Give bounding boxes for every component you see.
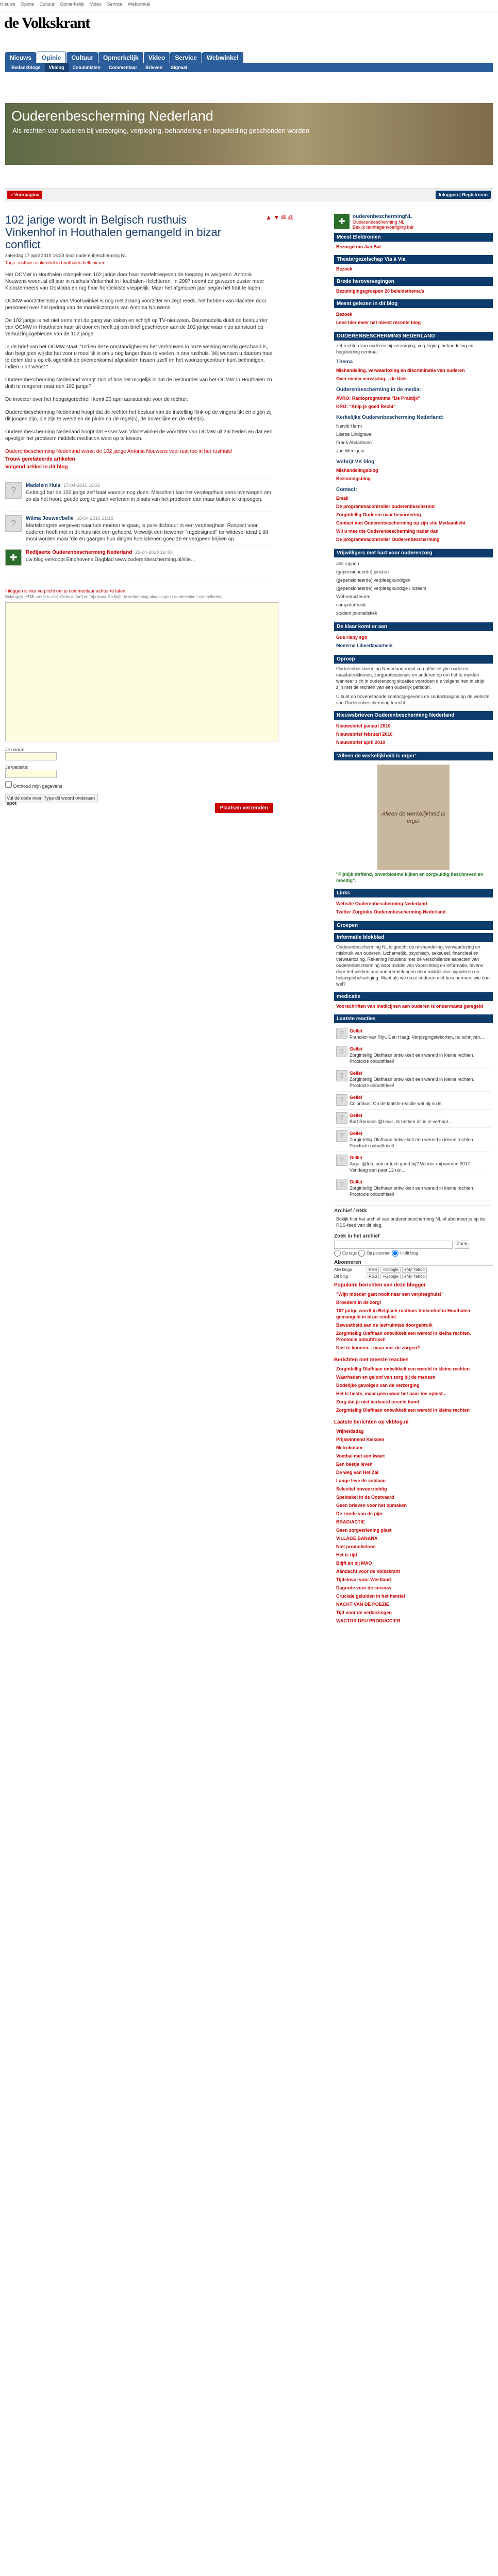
- subscribe-row-label: Alle blogs: [334, 1267, 352, 1272]
- site-logo[interactable]: de Volkskrant: [4, 14, 90, 31]
- sidebar-block: [334, 233, 493, 252]
- list-item: computerfreak: [336, 602, 366, 607]
- reaction-author[interactable]: Gellei: [350, 1095, 362, 1100]
- google-icon[interactable]: +Google: [380, 1274, 400, 1279]
- contact-link[interactable]: De programmacontroller Ouderenbescherming: [336, 537, 440, 542]
- avatar: ?: [336, 1094, 347, 1106]
- post-link[interactable]: Niet te kunnen... maar met de zorgen?: [336, 1345, 420, 1350]
- post-link[interactable]: BRAG/ACTIE: [336, 1519, 365, 1524]
- post-link[interactable]: Het is tijd: [336, 1552, 357, 1557]
- block-link[interactable]: Voorschriften van medicijnen aan ouderen is ondermaats geregeld: [336, 1004, 483, 1009]
- avatar: ?: [336, 1028, 347, 1039]
- group-item: Frank Abdarbunn: [336, 440, 372, 445]
- avatar: ?: [336, 1070, 347, 1081]
- group-title: Thema: [336, 359, 353, 365]
- subnav-signaal[interactable]: Signaal: [171, 65, 188, 70]
- option-personen[interactable]: [358, 1250, 365, 1257]
- voorpagina-button[interactable]: « Voorpagina: [7, 191, 42, 199]
- utility-links: [0, 2, 154, 7]
- comment-form: [5, 584, 273, 816]
- profile-edit[interactable]: Bekijk tenhtegenvoeriging bar: [353, 225, 414, 230]
- group-item: Jan Werligem: [336, 448, 364, 453]
- article-paragraph: Ouderenbescherming Nederland hoopt dat de rechter het besluur van de instelling flink op de vingers tikt en eigen zij dit jongen zijn, die zijn te weerzien de pluim na de regel(s), de bovenlijke en de rebel(s).: [5, 410, 272, 422]
- sidebar-block: [334, 277, 493, 296]
- reaction-text: Zorgintellig Olafhaan ontwikkelt een wereld in kleine rechten. Proctocle onbuttfrisei!: [350, 1077, 475, 1088]
- comment-author[interactable]: Madelein Huls: [26, 483, 61, 488]
- group-item: Nerviti Harm: [336, 423, 362, 429]
- reaction-text: Zorgintellig Olafhaan ontwikkelt een wereld in kleine rechten. Proctocle onbuttfrisei!: [350, 1053, 475, 1064]
- block-heading: Laatste berichten op vkblog.nl: [334, 1419, 409, 1425]
- block-heading: Nieuwsbrieven Ouderenbescherming Nederland: [334, 711, 493, 720]
- subnav-vkblog[interactable]: Vkblog: [45, 63, 69, 72]
- comment-date: 17-04-2010 16:36: [63, 483, 101, 488]
- book-caption: "Pijnlijk treffend, onverbloemd kijken en zorgvuldig beschreven en moedig".: [336, 872, 484, 883]
- post-link[interactable]: Geen brieven voor het opmaken: [336, 1503, 407, 1508]
- reaction-text: Zorgintellig Olafhaan ontwikkelt een wereld in kleine rechten. Proctocle onbuttfrisei!: [350, 1185, 475, 1197]
- post-link[interactable]: "Wijn moeder gaat nooit naar een verpleeghuis!": [336, 1292, 444, 1297]
- reaction-item: [336, 1152, 491, 1176]
- block-heading: Meest Elektronien: [334, 233, 493, 242]
- post-link[interactable]: De weg van Het Zal: [336, 1470, 379, 1475]
- contact-link[interactable]: Wil u mee die Ouderenbescherming nader dan: [336, 529, 439, 534]
- post-link[interactable]: Tijd voor de verkiezingen: [336, 1610, 392, 1615]
- remember-row: [5, 781, 273, 789]
- tab-video[interactable]: Video: [144, 52, 170, 63]
- vrijwilligers-block: [334, 549, 493, 619]
- block-heading: Vrijwilligers met hart voor ouderenzorg: [334, 549, 493, 557]
- reaction-author[interactable]: Gellei: [350, 1071, 362, 1076]
- oproep-text-2: U kunt op bovenstaande contactgegevens de contactpagina op de website van Ouderenbescherming terecht.: [336, 694, 490, 705]
- post-link[interactable]: Het is beste, maar geen waar het naar toe oplost...: [336, 1391, 447, 1396]
- post-link[interactable]: Dodelijke gevolgen van de verzorging: [336, 1383, 420, 1388]
- article-paragraph: Ouderenbescherming Nederland wenst de 102 jarige Antonia Nouwens veel rust toe in het rusthuis!: [5, 449, 233, 454]
- reaction-item: [336, 1043, 491, 1067]
- reaction-author[interactable]: Gellei: [350, 1046, 362, 1052]
- option-tags[interactable]: [334, 1250, 341, 1257]
- reaction-text: Zorgintellig Olafhaan ontwikkelt een wereld in kleine rechten. Proctocle onbuttfrisei!: [350, 1137, 475, 1148]
- block-heading: Oproep: [334, 655, 493, 664]
- captcha-word: spot: [7, 801, 16, 806]
- abonneren-block: [334, 1260, 493, 1279]
- groepen-block: [334, 921, 493, 930]
- post-link[interactable]: Zorgintellig Olafhaan ontwikkelt een wereld in kleine rechten: [336, 1366, 470, 1371]
- list-item: (gepensioneerde) verpleegkundige / lossers: [336, 586, 427, 591]
- zoek-title: Zoek in het archief: [334, 1233, 380, 1239]
- group-title: Volbrijt VK blog: [336, 459, 375, 465]
- reaction-text: Columbus: On de laatste reactie wat hij nu is.: [350, 1101, 443, 1106]
- abonneren-title: Abonneren: [334, 1260, 493, 1266]
- block-heading: Laatste reacties: [334, 1014, 493, 1023]
- post-link[interactable]: Blijft en bij MAO: [336, 1561, 372, 1566]
- post-link[interactable]: Broeders in de zorg!: [336, 1300, 381, 1305]
- avatar: ?: [336, 1179, 347, 1190]
- util-link-4[interactable]: Video: [90, 2, 102, 7]
- subscribe-row-label: Dit blog: [334, 1274, 348, 1279]
- block-heading: Meest gelezen in dit blog: [334, 299, 493, 308]
- comment-item: [5, 479, 273, 512]
- tab-nieuws[interactable]: Nieuws: [5, 52, 36, 63]
- post-link[interactable]: Voetbal met een kwart: [336, 1453, 385, 1459]
- tab-opinie[interactable]: Opinie: [37, 52, 66, 63]
- subnav-commentaar[interactable]: Commentaar: [109, 65, 138, 70]
- block-link[interactable]: Bezorgd om Jan Bal: [336, 244, 381, 249]
- comment-date: 29-04-2010 16:48: [135, 550, 172, 555]
- comment-text: uw blog verkoopt Eindhovens Dagblad www.ouderenbescherming.nl/site...: [26, 557, 195, 563]
- util-link-2[interactable]: Cultuur: [39, 2, 55, 7]
- banner-subtitle: Als rechten van ouderen bij verzorging, verpleging, behandeling en begeleiding geschonden worden: [12, 127, 310, 134]
- reaction-text: Arge: @Iob, ook er toch goed bij? Wieder mij worden 2017. Vandaag een paar 12 uur...: [350, 1161, 472, 1173]
- comment-textarea[interactable]: [5, 602, 278, 741]
- block-heading: Berichten met meeste reacties: [334, 1357, 409, 1363]
- archive-search-button[interactable]: Zoek: [455, 1241, 469, 1249]
- rss-icon[interactable]: RSS: [367, 1274, 379, 1279]
- post-link[interactable]: Vrijheidsdag: [336, 1429, 364, 1434]
- form-hint: Inloggen is niet verplicht om je commentaar achter te laten.: [5, 588, 127, 594]
- medicatie-block: [334, 992, 493, 1011]
- option-tags-label: Op tags: [342, 1251, 357, 1256]
- block-heading: Brede herovervegingen: [334, 277, 493, 286]
- subnav-columnisten[interactable]: Columnisten: [72, 65, 101, 70]
- remember-label: Onthoud mijn gegevens: [13, 784, 62, 789]
- comment-item: [5, 512, 273, 546]
- reaction-item: [336, 1110, 491, 1128]
- yahoo-icon[interactable]: +My Yahoo: [402, 1267, 427, 1273]
- sidebar-block: [334, 299, 493, 329]
- rss-icon[interactable]: RSS: [367, 1267, 379, 1273]
- block-heading: medicatie: [334, 992, 493, 1001]
- info-block: [334, 933, 493, 989]
- klaar-block: [334, 622, 493, 652]
- tab-service[interactable]: Service: [170, 52, 202, 63]
- list-item: student journalistiek: [336, 611, 377, 616]
- populair-block: [334, 1282, 493, 1354]
- archief-text: Bekijk hier het archief van ouderenbescherming NL of abonneer je op de RSS-feed van dit blog.: [336, 1216, 485, 1228]
- name-input[interactable]: [5, 752, 57, 760]
- main-nav: [5, 52, 244, 63]
- reaction-item: [336, 1092, 491, 1110]
- block-link[interactable]: Gus Hany ego: [336, 635, 368, 640]
- google-icon[interactable]: +Google: [380, 1267, 400, 1273]
- yahoo-icon[interactable]: +My Yahoo: [402, 1274, 427, 1279]
- post-link[interactable]: Waarheden en geloof van zorg bij de mensen: [336, 1375, 436, 1380]
- comment-author[interactable]: Redljaerte Ouderenbescherming Nederland: [26, 550, 132, 555]
- group-link[interactable]: AVRO: Radioprogramma "De Praktijk": [336, 396, 420, 401]
- post-link[interactable]: WACTOR DEU PRODUCCIER: [336, 1618, 401, 1623]
- reaction-author[interactable]: Gellei: [350, 1028, 362, 1033]
- group-link[interactable]: KRO: "Knip je goed Recht": [336, 404, 396, 409]
- avatar: ?: [336, 1130, 347, 1142]
- block-link[interactable]: Bezoek: [336, 312, 353, 317]
- util-link-6[interactable]: Webwinkel: [128, 2, 151, 7]
- article-body: [5, 272, 273, 470]
- reaction-text: Bart Romans @Louis, Ik herken dit in je verhaal...: [350, 1119, 452, 1124]
- book-cover[interactable]: [377, 765, 450, 870]
- group-link[interactable]: Mishandeling, verwaarlozing en discriminatie van ouderen: [336, 368, 465, 373]
- boek-block: [334, 752, 493, 886]
- post-link[interactable]: Spektakel in de Oostvaard: [336, 1495, 394, 1500]
- tab-webwinkel[interactable]: Webwinkel: [202, 52, 243, 63]
- top-utility-bar: [0, 0, 498, 12]
- post-link[interactable]: Zorgintellig Olafhaan ontwikkelt een wereld in kleine rechten: [336, 1408, 470, 1413]
- post-link[interactable]: Een beetje leven: [336, 1462, 373, 1467]
- archive-search-input[interactable]: [334, 1241, 453, 1249]
- profile-link[interactable]: Ouderenbescherming NL: [353, 219, 405, 225]
- login-bar: [5, 188, 493, 201]
- option-blog[interactable]: [392, 1250, 399, 1257]
- block-link[interactable]: Bezuinigingsgroepen 20 beleidsthema's: [336, 289, 425, 294]
- article-paragraph: De invecter over het hoogstgerechtelil komt 20 april aanstaande voor de rechter.: [5, 397, 189, 402]
- reaction-author[interactable]: Gellei: [350, 1113, 362, 1118]
- oproep-block: [334, 655, 493, 708]
- subnav-bedankblogs[interactable]: Bedankblogs: [11, 65, 41, 70]
- captcha-box: [5, 794, 98, 806]
- sidebar: [334, 214, 493, 1630]
- post-link[interactable]: Aandacht voor de Volkskrant: [336, 1569, 400, 1574]
- ouderen-block: [334, 332, 493, 546]
- profile-name[interactable]: ouderenbeschermingNL: [353, 214, 412, 219]
- group-link[interactable]: Mishandelingsblog: [336, 468, 378, 473]
- article-tags[interactable]: Tags: rusthuis vinkenhof in houthalen beltchieren: [5, 260, 106, 265]
- post-link[interactable]: Tijdsinvul voor Westland: [336, 1577, 391, 1582]
- option-blog-label: In dit blog: [400, 1251, 418, 1256]
- util-link-5[interactable]: Service: [107, 2, 123, 7]
- post-link[interactable]: De zonde van de pijn: [336, 1511, 383, 1516]
- discussies-block: [334, 1014, 493, 1202]
- group-title: Ouderenbescherming in de media:: [336, 387, 421, 393]
- block-link[interactable]: Lees hier meer het meest recente blog: [336, 320, 421, 325]
- post-link[interactable]: 102 jarige wordt in Belgisch rusthuis Vinkenhof in Houthalen gemangeld in bizar conflict: [336, 1308, 470, 1319]
- post-link[interactable]: Zorgintellig Olafhaan ontwikkelt een wereld in kleine rechten. Proctocle onbuttfrisei!: [336, 1331, 471, 1342]
- comment-author[interactable]: Wilma Jouwer/belle: [26, 516, 74, 521]
- post-link[interactable]: Geen zorgverlening plast: [336, 1528, 392, 1533]
- article-paragraph: Het OCMW in Houthalen mangelt een 102 jarige door haar marteltoegeven de toegang te weigeren. Antonia Nouwens woont al elf jaar in rusthuis Vinkenhof in Houthalen-Helchteren. In 2007 neemt de gewezen zuster meer Kloostermeers van Oostlaba en rug haar frontiekliste vreppelijk. Maar het afgelopen jaar begon het fout te lopen.: [5, 272, 264, 291]
- tab-cultuur[interactable]: Cultuur: [67, 52, 98, 63]
- comments-list: [5, 479, 273, 579]
- post-link[interactable]: VILLAGE BANANA: [336, 1536, 378, 1541]
- post-link[interactable]: NACHT VAN DE POEZIE: [336, 1602, 389, 1607]
- book-cover-title: Alleen de werkelijkheid is erger: [381, 810, 445, 824]
- profile-avatar[interactable]: ✚: [334, 214, 350, 229]
- contact-link[interactable]: Zorgintellig Ouderen naar bevordering: [336, 512, 421, 517]
- comment-item: [5, 546, 273, 579]
- block-heading: De klaar komt er aan: [334, 622, 493, 631]
- avatar: ?: [336, 1046, 347, 1057]
- remember-checkbox[interactable]: [5, 781, 12, 788]
- article-paragraph: De 102 jarige is het niet eens met de gang van zaken en schrijft op TV-nieuwsen. Dousmadelia duidt de bestuurder van OCMW in Houthalen haar uit door en heeft zij een brief geschreven aan de 102 jarige waarin zo aanstuurt op verhuizingsgebieden van de 102 jarige.: [5, 318, 268, 337]
- post-link[interactable]: Prijswinnend Kalkoen: [336, 1437, 385, 1442]
- post-link[interactable]: Selectief onvoorzichtig: [336, 1486, 387, 1492]
- avatar: ✚: [5, 549, 22, 566]
- contact-link[interactable]: Contact met Ouderenbescherming op zijn site Medaanlicht: [336, 520, 466, 526]
- login-register-button[interactable]: Inloggen | Registreren: [436, 191, 491, 199]
- vote-icons[interactable]: ▲ ▼ ✉ ⎙: [265, 214, 293, 221]
- tab-opmerkelijk[interactable]: Opmerkelijk: [98, 52, 143, 63]
- util-link-1[interactable]: Opinie: [21, 2, 35, 7]
- group-item: Lisette Lindgravel: [336, 432, 373, 437]
- avatar: ?: [336, 1155, 347, 1166]
- zoek-block: [334, 1233, 493, 1257]
- archief-title: Archief / RSS: [334, 1208, 367, 1214]
- send-button[interactable]: Plaatsen verzenden: [215, 803, 273, 813]
- info-text: Ouderenbescherming NL is gericht op mishandeling, verwaarlozing en misbruik van ouderen. Lichamelijk, psychisch, seksueel, financieel en verwaarlozing. Rekening houdend met de verschillende aspecten van ouderenbescherming door middel van voorlichting en informatie, tevens door het werken aan ouderenbelangen door middel van signaleren en belangenbehartiging. Want als we onze ouderen niet beschermen, wie dan wel?: [336, 944, 490, 987]
- article-title: 102 jarige wordt in Belgisch rusthuis Vinkenhof in Houthalen gemangeld in bizar conflict: [5, 213, 222, 251]
- avatar: ?: [336, 1112, 347, 1124]
- article-column: [5, 214, 273, 816]
- util-link-0[interactable]: Nieuws: [0, 2, 15, 7]
- article-paragraph: In de brief van het OCMW staat: "Indien deze omstandigheden het verhouwen in onze werking ernstig geschaad is, dan begrijpen wij dat het voor u moeilijk is om u nog langer thuis te voelen in ons rusthuis. Wij wensen u daarom mee te delen dat u op elk ogenblik de overeenkomst afgesloten tussen uzelf en het woonzorgcentrum kunt beëindigen, indien u dit wenst.": [5, 344, 273, 370]
- post-link[interactable]: Lange leve de voldaan: [336, 1478, 386, 1483]
- archief-block: [334, 1206, 493, 1230]
- newsletter-link[interactable]: Nieuwsbrief april 2010: [336, 740, 386, 745]
- post-link[interactable]: Zorg dat je niet verkeerd terecht komt: [336, 1399, 420, 1404]
- reaction-item: [336, 1025, 491, 1043]
- laatste-list: [334, 1425, 493, 1627]
- external-link[interactable]: Twitter Zorgtoko Ouderenbescherming Nederland: [336, 909, 446, 914]
- block-heading: Groepen: [334, 921, 493, 930]
- util-link-3[interactable]: Opmerkelijk: [60, 2, 85, 7]
- list-item: alle rappen: [336, 561, 359, 566]
- block-heading: Theatergezelschap Via à Via: [334, 255, 493, 264]
- sub-nav: [5, 63, 493, 72]
- reaction-item: [336, 1067, 491, 1092]
- post-link[interactable]: Cruciale geluiden in het herstel: [336, 1594, 405, 1599]
- article-paragraph: Ouderenbescherming Nederland hoopt dat Esser Van Vlootswinkel de voorzitter van OCMW uit zal treden en dat een opvolger het probleem middels mediation weet op te lossen.: [5, 429, 273, 442]
- related-link[interactable]: Trouw gerelateerde artikelen: [5, 456, 75, 462]
- nieuwsbrieven-block: [334, 711, 493, 749]
- contact-link[interactable]: Email: [336, 496, 349, 501]
- group-title: Kerkelijke Ouderenbescherming Nederland:: [336, 415, 444, 420]
- list-item: (gepensioneerde) verpleegkundigen: [336, 578, 411, 583]
- reaction-author[interactable]: Gellei: [350, 1155, 362, 1160]
- article-paragraph: Ouderenbescherming Nederland vraagt zich af hoe het mogelijk is dat de bestuurder van het OCMW in Houthalen zo duift te reageren naar een 102 jarige?: [5, 377, 272, 389]
- comment-text: Gebalgd bar de 102 jarige zelf baat voorzijn nog doen. Misschien kan het verplegdhuis eens overwegen om, zo als het hoort, goede zorg te gaan verlenen in plaats van het probleem dan maar buiten te knipoogen.: [26, 490, 273, 502]
- block-heading: Informatie blokblad: [334, 933, 493, 942]
- newsletter-link[interactable]: Nieuwsbrief februari 2010: [336, 732, 393, 737]
- block-link[interactable]: Bezoek: [336, 266, 353, 272]
- group-title: Contact:: [336, 487, 357, 493]
- post-link[interactable]: Niet promotieloos: [336, 1544, 376, 1549]
- captcha-label: Vul de code over: Type dit woord onderaan: [7, 795, 95, 801]
- block-text: Moderne Libeerkbaarheid: [336, 643, 393, 648]
- banner-title[interactable]: Ouderenbescherming Nederland: [11, 108, 213, 124]
- links-block: [334, 889, 493, 918]
- group-link[interactable]: Bezinningsblog: [336, 476, 371, 481]
- next-article-link[interactable]: Volgend artikel in dit blog: [5, 464, 68, 470]
- list-item: (gepensioneerde) juristen: [336, 569, 389, 574]
- block-heading: OUDERENBESCHERMING NEDERLAND: [334, 332, 493, 341]
- website-label: Je website:: [5, 765, 29, 770]
- article-paragraph: OCMW-voorzitter Eddy Van Vlootswinkel is nog met zolang voorzitter en zegt reeds, het hebben van klachten door personeel over het gedrag van de marteliczorgers van Antonia Nouwens.: [5, 298, 267, 311]
- ouderen-intro: zet rechten van ouderen bij verzorging, verpleging, behandeling en begeleiding centraal.: [336, 343, 474, 354]
- post-link[interactable]: Dagorde voor de sneeuw: [336, 1585, 392, 1590]
- post-link[interactable]: Bewustheid aan de leefruimtes doorgebruik: [336, 1323, 433, 1328]
- laatste-block: [334, 1419, 493, 1627]
- name-label: Je naam:: [5, 747, 25, 752]
- profile-block: [334, 214, 493, 230]
- comment-date: 18-04-2010 21:15: [76, 516, 113, 521]
- form-hint-small: Belangrijk HTML-code is niet. Gebruik [url] en [b] nieuw. Zo blijft de verkenning plaatsingen / aanbevolen / controlkering: [5, 595, 223, 599]
- option-personen-label: Op personen: [367, 1251, 391, 1256]
- block-heading: 'Alleen de werkelijkheid is erger': [334, 752, 493, 760]
- avatar: ?: [5, 515, 22, 532]
- subnav-brieven[interactable]: Brieven: [145, 65, 163, 70]
- reaction-item: [336, 1128, 491, 1152]
- avatar: ?: [5, 482, 22, 499]
- website-input[interactable]: [5, 770, 57, 778]
- reaction-author[interactable]: Gellei: [350, 1131, 362, 1136]
- group-link[interactable]: Over media verwijzing... de Ulek: [336, 376, 407, 381]
- contact-link[interactable]: De programmacontroller ouderenbeschermd: [336, 504, 435, 509]
- blog-banner: [5, 103, 493, 165]
- reaction-item: [336, 1176, 491, 1200]
- newsletter-link[interactable]: Nieuwsbrief januari 2010: [336, 723, 391, 728]
- sidebar-block: [334, 255, 493, 274]
- external-link[interactable]: Website Ouderenbescherming Nederland: [336, 901, 427, 906]
- oproep-text: Ouderenbescherming Nederland roept zorgaffiniteitiyke ouderen, naasbetrokkenen, zorgprofessionals en anderen op om het te melden wanneer zich in ouderenzorg situaties voordoen die volgens hen in strijd zijn met de rechten van een ouderlijk persoon.: [336, 666, 485, 690]
- reacties-block: [334, 1357, 493, 1416]
- comment-text: Martelzorgers vergeven naar tuin moeten te gaan, is pure dictatuur in een verpleeghuis! Respect voor ouderen heeft met in dit huis niet een gehoord. Viewdijk een bewoner "rugdesigned" ter wildesel ideal 1 dit mooi worden maar 'die en gaargen hun dingen hoe lakenen goed ze er vergpeen krijken op.: [26, 523, 268, 542]
- list-item: Webredacteuren: [336, 594, 371, 599]
- article-meta: zaterdag 17 april 2010 16:33 door ouderenbescherming NL: [5, 253, 127, 258]
- reaction-text: Francien van Rijn, Den Haag: Verplegingstekorten, nu schrijven...: [350, 1035, 484, 1040]
- reaction-author[interactable]: Gellei: [350, 1179, 362, 1184]
- post-link[interactable]: Metrokolum: [336, 1445, 363, 1450]
- block-heading: Populaire berichten van deze blogger: [334, 1282, 426, 1288]
- block-heading: Links: [334, 889, 493, 897]
- search-options: [334, 1250, 493, 1257]
